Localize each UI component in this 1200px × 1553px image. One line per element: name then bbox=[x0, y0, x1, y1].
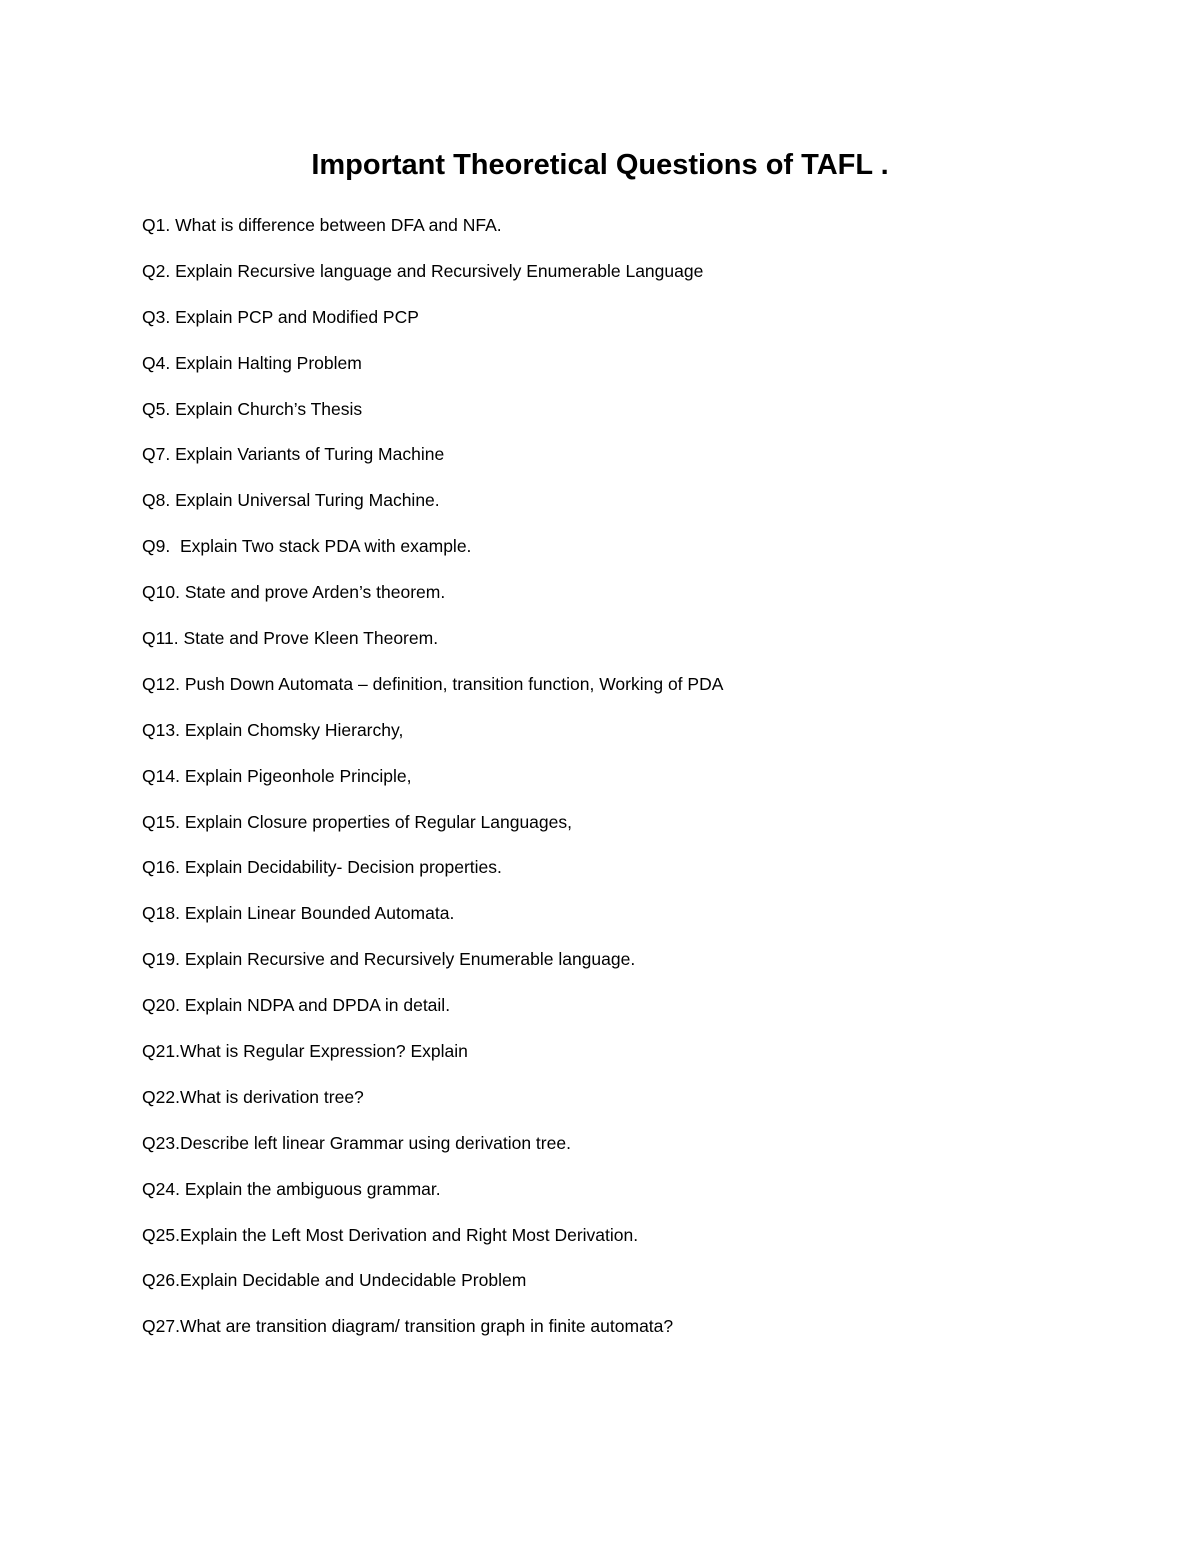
question-item bbox=[142, 762, 723, 808]
question-text: Explain Church’s Thesis bbox=[170, 398, 363, 419]
question-item bbox=[142, 716, 723, 762]
question-text: Explain Two stack PDA with example. bbox=[170, 536, 472, 557]
question-text: Explain the Left Most Derivation and Right Most Derivation. bbox=[179, 1224, 639, 1245]
question-item bbox=[142, 1221, 723, 1267]
question-number: Q27. bbox=[142, 1316, 180, 1337]
question-text: Explain Variants of Turing Machine bbox=[170, 444, 445, 465]
question-number: Q1. bbox=[142, 215, 171, 235]
question-item bbox=[142, 349, 723, 395]
question-text: Explain Decidability- Decision properties. bbox=[179, 857, 502, 878]
question-text: Explain Universal Turing Machine. bbox=[170, 490, 440, 511]
question-item bbox=[142, 624, 723, 670]
question-item bbox=[142, 670, 723, 716]
question-number: Q24. bbox=[142, 1178, 180, 1199]
question-item bbox=[142, 1266, 723, 1312]
question-text: State and Prove Kleen Theorem. bbox=[178, 628, 439, 649]
question-number: Q26. bbox=[142, 1270, 180, 1291]
question-number: Q22. bbox=[142, 1086, 180, 1107]
page-title: Important Theoretical Questions of TAFL . bbox=[311, 149, 889, 181]
question-number: Q16. bbox=[142, 857, 180, 878]
question-item bbox=[142, 578, 723, 624]
question-item bbox=[142, 395, 723, 441]
question-number: Q11. bbox=[142, 628, 179, 649]
question-text: Explain Pigeonhole Principle, bbox=[179, 765, 412, 786]
question-text: What is Regular Expression? Explain bbox=[179, 1041, 468, 1062]
question-text: Push Down Automata – definition, transition function, Working of PDA bbox=[179, 673, 724, 694]
question-text: Explain PCP and Modified PCP bbox=[170, 306, 419, 327]
question-number: Q23. bbox=[142, 1132, 180, 1153]
question-item bbox=[142, 1129, 723, 1175]
question-item bbox=[142, 532, 723, 578]
question-number: Q21. bbox=[142, 1041, 180, 1062]
question-item bbox=[142, 440, 723, 486]
question-text: Explain Closure properties of Regular Languages, bbox=[179, 811, 572, 832]
question-number: Q19. bbox=[142, 949, 180, 970]
question-item bbox=[142, 211, 723, 257]
question-item bbox=[142, 899, 723, 945]
question-text: State and prove Arden’s theorem. bbox=[179, 582, 446, 603]
question-item bbox=[142, 1312, 723, 1358]
question-number: Q9. bbox=[142, 536, 171, 557]
question-number: Q10. bbox=[142, 582, 180, 603]
question-item bbox=[142, 486, 723, 532]
question-number: Q4. bbox=[142, 352, 171, 373]
question-text: Explain Linear Bounded Automata. bbox=[179, 903, 455, 924]
question-number: Q3. bbox=[142, 306, 171, 327]
question-item bbox=[142, 991, 723, 1037]
question-text: Explain Recursive language and Recursively Enumerable Language bbox=[170, 260, 704, 281]
question-text: Explain Chomsky Hierarchy, bbox=[179, 719, 404, 740]
question-number: Q25. bbox=[142, 1224, 180, 1245]
question-number: Q12. bbox=[142, 673, 180, 694]
question-text: Explain the ambiguous grammar. bbox=[179, 1178, 441, 1199]
question-number: Q8. bbox=[142, 490, 171, 511]
question-number: Q18. bbox=[142, 903, 180, 924]
question-item bbox=[142, 808, 723, 854]
question-number: Q15. bbox=[142, 811, 180, 832]
question-list bbox=[142, 211, 723, 1358]
question-item bbox=[142, 1175, 723, 1221]
question-item bbox=[142, 1083, 723, 1129]
question-text: Explain Decidable and Undecidable Problem bbox=[179, 1270, 527, 1291]
question-text: Explain Recursive and Recursively Enumerable language. bbox=[179, 949, 636, 970]
question-item bbox=[142, 257, 723, 303]
question-item bbox=[142, 945, 723, 991]
question-number: Q14. bbox=[142, 765, 180, 786]
question-text: What is derivation tree? bbox=[179, 1086, 364, 1107]
question-item bbox=[142, 1037, 723, 1083]
question-item bbox=[142, 303, 723, 349]
question-item bbox=[142, 853, 723, 899]
question-number: Q2. bbox=[142, 260, 171, 281]
question-number: Q20. bbox=[142, 995, 180, 1016]
question-number: Q5. bbox=[142, 398, 171, 419]
question-text: What are transition diagram/ transition graph in finite automata? bbox=[179, 1316, 674, 1337]
question-number: Q13. bbox=[142, 719, 180, 740]
question-text: Explain NDPA and DPDA in detail. bbox=[179, 995, 451, 1016]
question-text: Explain Halting Problem bbox=[170, 352, 362, 373]
question-number: Q7. bbox=[142, 444, 171, 465]
question-text: What is difference between DFA and NFA. bbox=[170, 215, 502, 235]
question-text: Describe left linear Grammar using derivation tree. bbox=[179, 1132, 571, 1153]
